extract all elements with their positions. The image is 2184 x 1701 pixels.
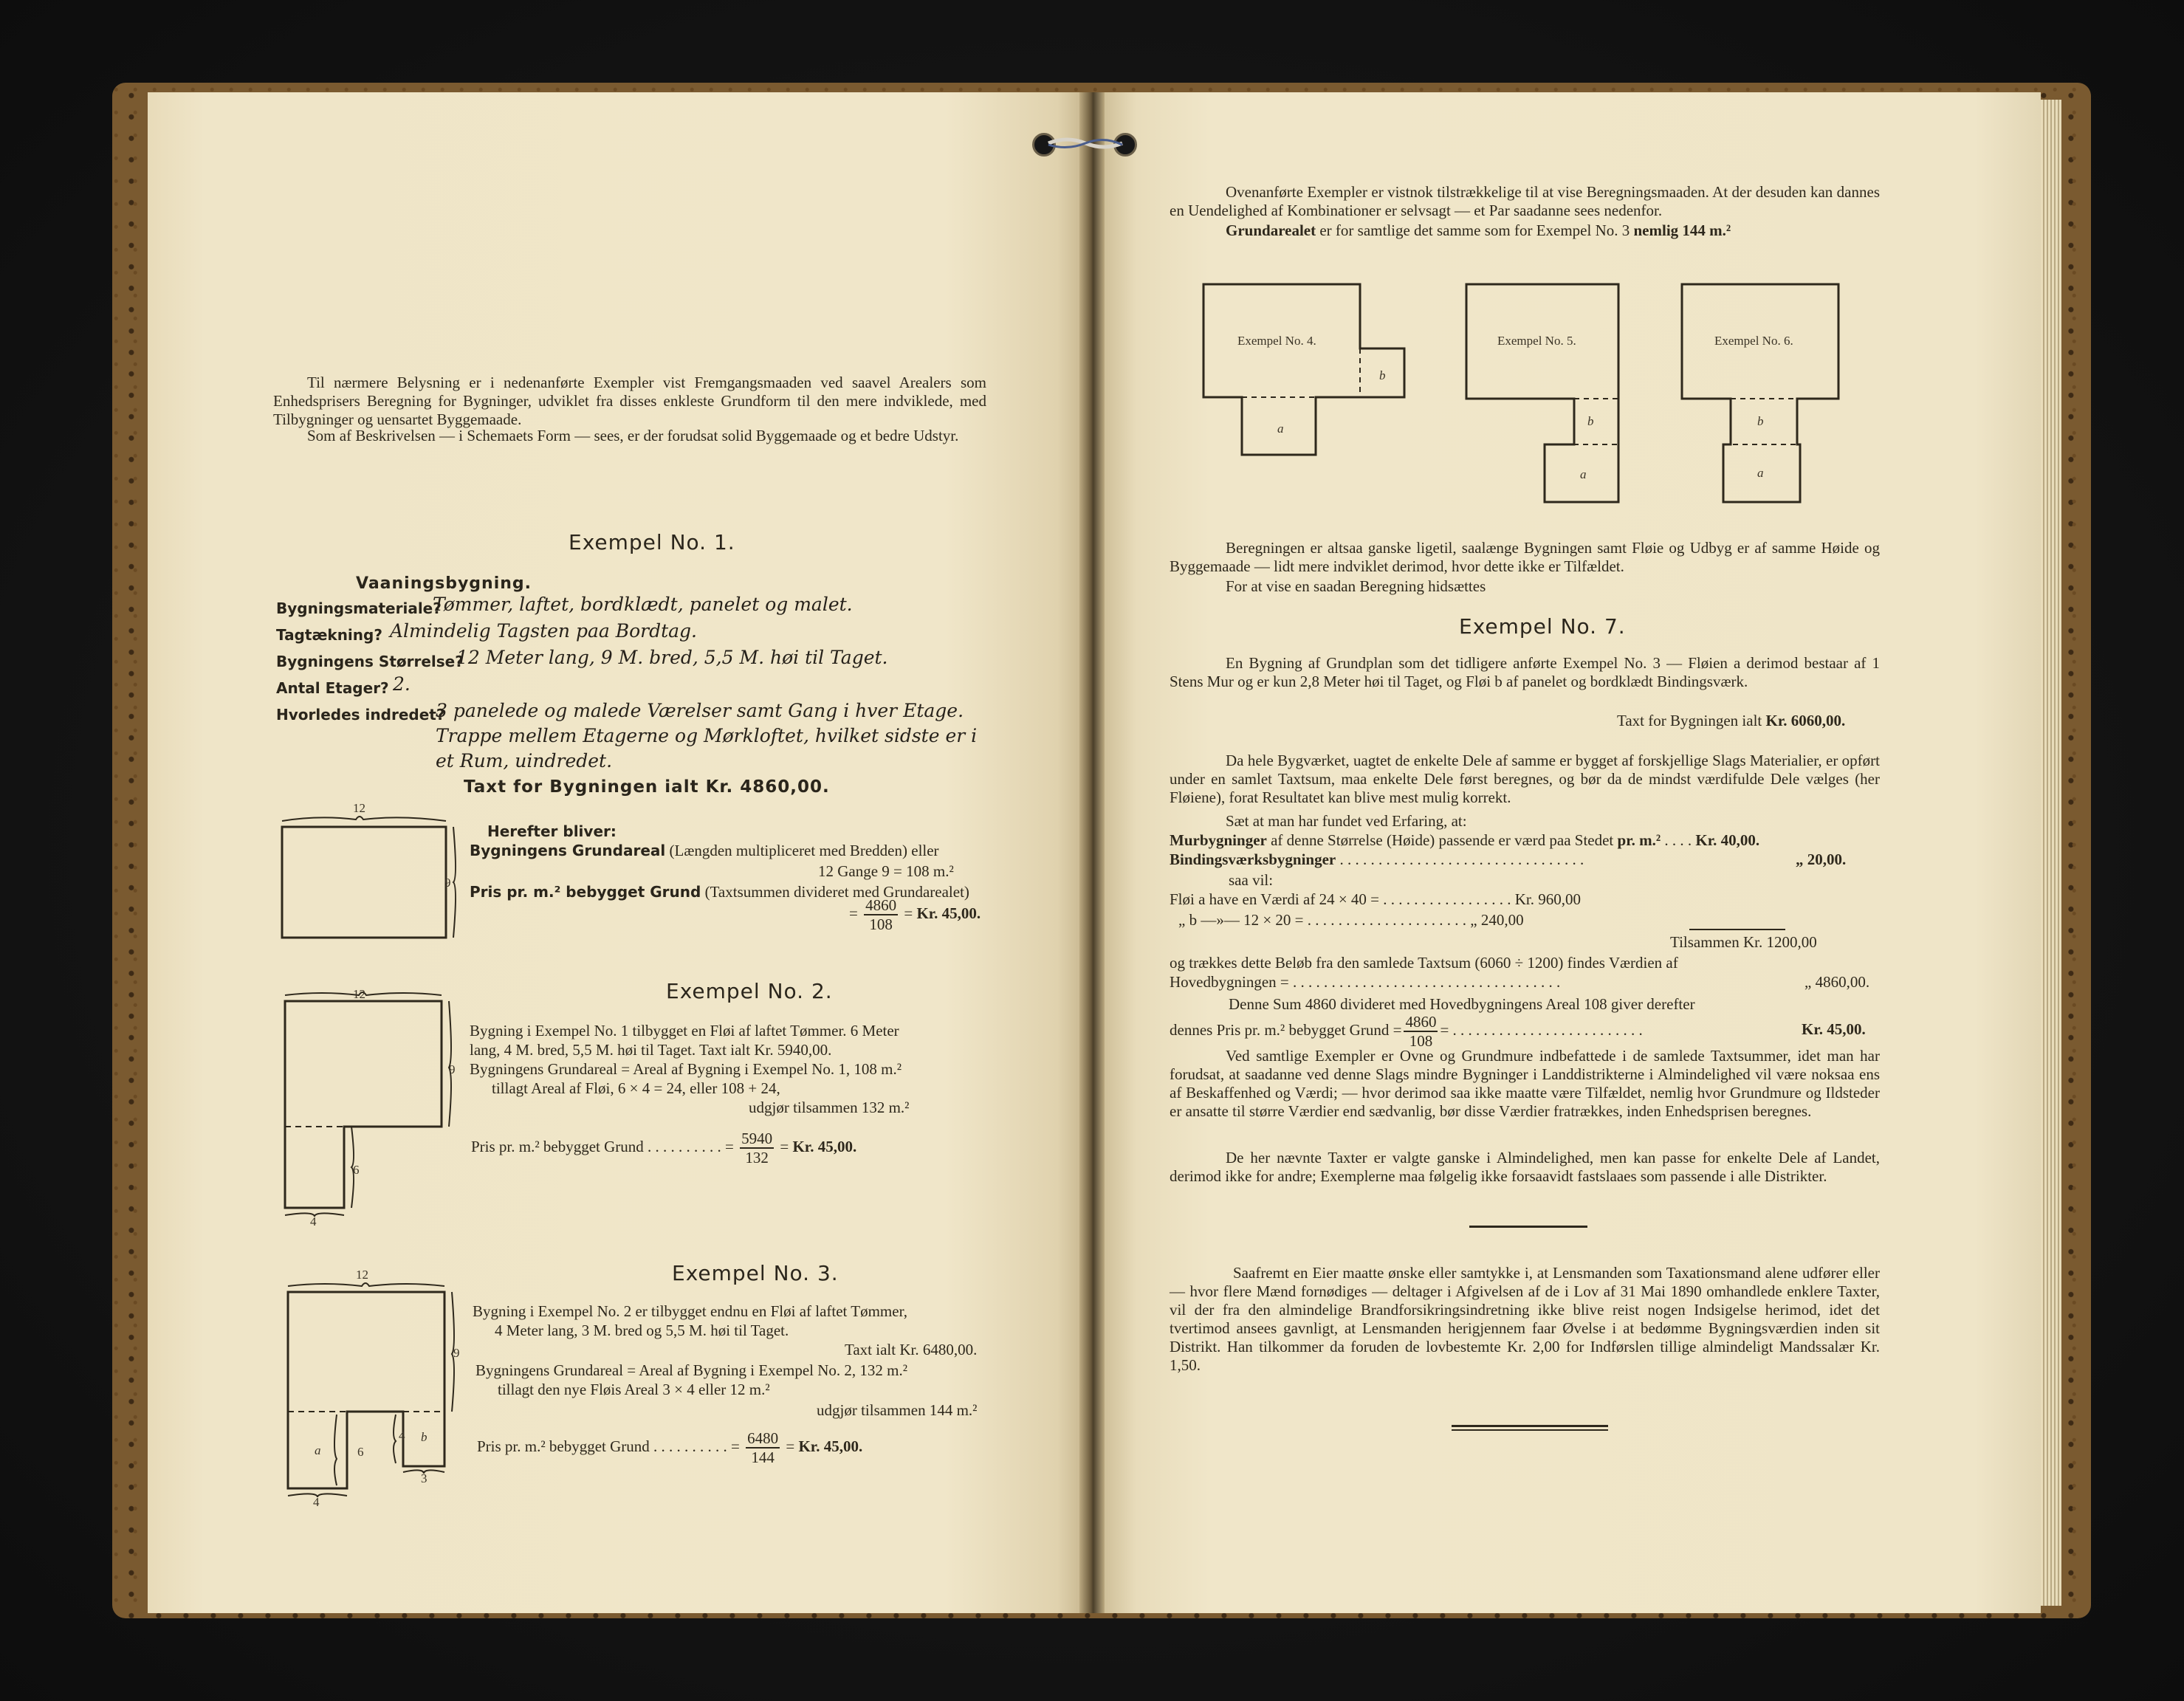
ex3-dim-top: 12	[356, 1268, 368, 1282]
grundarealet-text: er for samtlige det samme som for Exempel No. 3	[1319, 221, 1630, 239]
ex7-hovedbygning-row: Hovedbygningen = . . . . . . . . . . . . . . . . . . . . . . . . . . . . . . . . . . .	[1170, 973, 1561, 991]
ex3-dim-bottom-b: 3	[421, 1471, 427, 1485]
ex3-line-1: Bygning i Exempel No. 2 er tilbygget endnu en Fløi af laftet Tømmer,	[473, 1302, 907, 1320]
ex3-line-3: Taxt ialt Kr. 6480,00.	[845, 1341, 978, 1358]
ex2-line-4: tillagt Areal af Fløi, 6 × 4 = 24, eller 108 + 24,	[492, 1079, 780, 1097]
beregning-paragraph: Beregningen er altsaa ganske ligetil, saalænge Bygningen samt Fløie og Udbyg er af samme Høide og Byggemaade — lidt mere indviklet derimod, hvor dette ikke er Tilfældet.	[1170, 539, 1880, 575]
ex5-wing-a: a	[1580, 467, 1587, 481]
question-roofing: Tagtækning?	[276, 626, 382, 644]
ex4-wing-a: a	[1277, 422, 1284, 436]
ex2-line-3: Bygningens Grundareal = Areal af Bygning i Exempel No. 1, 108 m.²	[470, 1060, 902, 1078]
ex5-wing-b: b	[1587, 414, 1594, 428]
saafremt-paragraph: Saafremt en Eier maatte ønske eller samtykke i, at Lensmanden som Taxationsmand alene udfører eller — hvor flere Mænd fornødiges — deltager i Afgivelsen af de i Lov af 31 Mai 1890 omhandlede enklere Taxter, vil der fra den almindelige Brandforsikringsindretning ikke blive reist nogen Indsigelse herimod, idet det tvertimod ansees gavnligt, at Lensmanden herigjennem faar Øvelse i at bedømme Bygningsværdien inden sit Distrikt. Han tilkommer da foruden de lovbestemte Kr. 2,00 for Indførslen tillige almindeligt Mandssalær Kr. 1,50.	[1170, 1264, 1880, 1374]
ex7-division-line: Denne Sum 4860 divideret med Hovedbygningens Areal 108 giver derefter	[1229, 995, 1695, 1013]
answer-size: 12 Meter lang, 9 M. bred, 5,5 M. høi til Taget.	[456, 647, 888, 668]
question-material: Bygningsmateriale?	[276, 599, 442, 617]
binding-thread-icon	[1048, 136, 1122, 151]
left-intro-paragraph: Til nærmere Belysning er i nedenanførte Exempler vist Fremgangsmaaden ved saavel Arealers som Enhedsprisers Beregning for Bygninger, udviklet fra disses enkleste Grundform til den mere indviklede, med Tilbygninger og uensartet Byggemaade.	[273, 374, 986, 428]
example-2-title: Exempel No. 2.	[666, 979, 833, 1003]
ex2-numerator: 5940	[741, 1130, 773, 1147]
pris-text: (Taxtsummen divideret med Grundarealet)	[704, 883, 969, 901]
ex3-line-2: 4 Meter lang, 3 M. bred og 5,5 M. høi til Taget.	[495, 1322, 789, 1339]
vaaning-heading: Vaaningsbygning.	[356, 574, 532, 593]
ex6-wing-a: a	[1757, 466, 1764, 480]
question-floors: Antal Etager?	[276, 679, 389, 697]
question-size: Bygningens Størrelse?	[276, 653, 464, 670]
ex1-calculation: 12 Gange 9 = 108 m.²	[818, 862, 954, 880]
ex3-wing-b-label: b	[421, 1430, 427, 1444]
bind-label: Bindingsværksbygninger	[1170, 850, 1336, 868]
end-divider-2	[1452, 1429, 1608, 1431]
ex2-pris-label: Pris pr. m.² bebygget Grund . . . . . . . . . . =	[471, 1137, 734, 1155]
ex7-paragraph-3: Sæt at man har fundet ved Erfaring, at:	[1226, 812, 1467, 830]
beregning-intro: For at vise en saadan Beregning hidsættes	[1226, 577, 1486, 595]
ex3-line-6: udgjør tilsammen 144 m.²	[817, 1401, 978, 1419]
mur-unit: pr. m.²	[1617, 831, 1661, 849]
ex2-result: Kr. 45,00.	[792, 1137, 857, 1155]
floi-a-row: Fløi a have en Værdi af 24 × 40 = . . . . . . . . . . . . . . . . . Kr. 960,00	[1170, 890, 1582, 908]
ex5-label: Exempel No. 5.	[1497, 334, 1576, 348]
ex7-hovedbygning-value: „ 4860,00.	[1804, 973, 1870, 991]
grundarealet-label: Grundarealet	[1226, 221, 1316, 239]
ex6-label: Exempel No. 6.	[1714, 334, 1793, 348]
example-7-title: Exempel No. 7.	[1459, 614, 1626, 639]
left-intro-paragraph-2: Som af Beskrivelsen — i Schemaets Form — sees, er der forudsat solid Byggemaade og et bedre Udstyr.	[307, 427, 959, 444]
ex7-pris-label: dennes Pris pr. m.² bebygget Grund =	[1170, 1020, 1402, 1039]
mur-label: Murbygninger	[1170, 831, 1267, 849]
ex3-wing-a-label: a	[315, 1443, 321, 1457]
ex3-pris-label: Pris pr. m.² bebygget Grund . . . . . . . . . . =	[477, 1437, 740, 1455]
mur-dots: . . . .	[1664, 831, 1692, 849]
section-divider	[1469, 1226, 1587, 1228]
grundareal-label: Bygningens Grundareal	[470, 842, 666, 859]
ex7-pris-dots: = . . . . . . . . . . . . . . . . . . . . . . . . .	[1440, 1020, 1643, 1039]
ex2-pris-row: Pris pr. m.² bebygget Grund . . . . . . . . . . = $\frac{5940}{132}$ = Kr. 45,00.	[471, 1130, 857, 1166]
ex7-denominator: 108	[1409, 1032, 1433, 1050]
answer-layout-line-2: Trappe mellem Etagerne og Mørkloftet, hvilket sidste er i	[436, 725, 978, 746]
ex1-denominator: 108	[869, 915, 893, 933]
end-divider	[1452, 1425, 1608, 1427]
mur-text: af denne Størrelse (Høide) passende er værd paa Stedet	[1271, 831, 1614, 849]
book-gutter	[1079, 92, 1105, 1613]
tilsammen-row: Tilsammen Kr. 1200,00	[1670, 933, 1817, 951]
bind-dots: . . . . . . . . . . . . . . . . . . . . . . . . . . . . . . . .	[1339, 850, 1584, 868]
ex2-line-5: udgjør tilsammen 132 m.²	[749, 1099, 910, 1116]
bind-value: „ 20,00.	[1796, 850, 1847, 868]
floorplans-examples-4-6	[1196, 281, 1846, 509]
ex3-line-4: Bygningens Grundareal = Areal af Bygning i Exempel No. 2, 132 m.²	[475, 1361, 908, 1379]
ex4-label: Exempel No. 4.	[1237, 334, 1316, 348]
herefter-heading: Herefter bliver:	[487, 822, 617, 840]
grundarealet-value: nemlig 144 m.²	[1633, 221, 1731, 239]
answer-layout-line-1: 3 panelede og malede Værelser samt Gang i hver Etage.	[436, 700, 964, 721]
ex2-dim-wing: 6	[353, 1163, 360, 1177]
ex7-numerator: 4860	[1405, 1013, 1437, 1031]
page-edges	[2041, 100, 2061, 1606]
ex7-pris-value: Kr. 45,00.	[1802, 1020, 1866, 1038]
answer-layout-line-3: et Rum, uindredet.	[436, 750, 613, 772]
ex7-subtract-line: og trækkes dette Beløb fra den samlede Taxtsum (6060 ÷ 1200) findes Værdien af	[1170, 954, 1678, 972]
saa-vil: saa vil:	[1229, 871, 1274, 889]
floorplan-example-2	[278, 986, 462, 1223]
floi-b-row: „ b —»— 12 × 20 = . . . . . . . . . . . . . . . . . . . . . „ 240,00	[1178, 911, 1524, 929]
sum-rule	[1689, 929, 1785, 930]
ex6-wing-b: b	[1757, 414, 1764, 428]
answer-floors: 2.	[393, 673, 411, 695]
ex1-dim-side: 9	[444, 876, 451, 890]
ex1-result: Kr. 45,00.	[916, 904, 981, 922]
ex3-dim-side: 9	[453, 1346, 460, 1360]
ex4-wing-b: b	[1379, 368, 1386, 382]
example-1-taxt: Taxt for Bygningen ialt Kr. 4860,00.	[464, 777, 830, 797]
ex1-numerator: 4860	[865, 896, 897, 914]
ex3-numerator: 6480	[747, 1429, 779, 1447]
example-3-title: Exempel No. 3.	[672, 1261, 839, 1285]
floorplan-example-1	[275, 805, 459, 952]
mur-value: Kr. 40,00.	[1695, 831, 1760, 849]
ex7-taxt-value: Kr. 6060,00.	[1765, 712, 1846, 729]
floorplan-example-3	[281, 1267, 465, 1503]
ex3-dim-bottom-a: 4	[313, 1495, 320, 1509]
ex2-dim-top: 12	[353, 987, 365, 1001]
ex3-line-5: tillagt den nye Fløis Areal 3 × 4 eller 12 m.²	[498, 1381, 770, 1398]
answer-roofing: Almindelig Tagsten paa Bordtag.	[390, 620, 697, 642]
ex7-paragraph-5: De her nævnte Taxter er valgte ganske i Almindelighed, men kan passe for enkelte Dele af Landet, derimod ikke for andre; Exemplerne maa følgelig ikke forsaavidt fastslaaes som passende i alle Distrikter.	[1170, 1149, 1880, 1185]
example-1-title: Exempel No. 1.	[569, 530, 735, 554]
ex1-dim-top: 12	[353, 801, 365, 815]
right-intro-paragraph: Ovenanførte Exempler er vistnok tilstrækkelige til at vise Beregningsmaaden. At der desuden kan dannes en Uendelighed af Kombinationer er selvsagt — et Par saadanne sees nedenfor.	[1170, 183, 1880, 219]
answer-material: Tømmer, laftet, bordklædt, panelet og malet.	[433, 594, 853, 615]
grundareal-text: (Længden multipliceret med Bredden) eller	[669, 842, 939, 859]
ex2-line-2: lang, 4 M. bred, 5,5 M. høi til Taget. Taxt ialt Kr. 5940,00.	[470, 1041, 832, 1059]
pris-label: Pris pr. m.² bebygget Grund	[470, 883, 701, 901]
ex3-pris-row: Pris pr. m.² bebygget Grund . . . . . . . . . . = $\frac{6480}{144}$ = Kr. 45,00.	[477, 1429, 863, 1466]
ex3-result: Kr. 45,00.	[798, 1437, 863, 1455]
ex2-dim-bottom: 4	[310, 1214, 317, 1228]
ex7-taxt-label: Taxt for Bygningen ialt	[1617, 712, 1762, 729]
ex7-paragraph-4: Ved samtlige Exempler er Ovne og Grundmure indbefattede i de samlede Taxtsummer, idet man har forudsat, at saadanne ved denne Slags mindre Bygninger i Landdistrikterne i Almindelighed vil være noksaa ens af Beskaffenhed og Værdi; — hvor derimod saa ikke maatte være Tilfældet, nemlig hvor Grundmure og Ildsteder er ansatte til større Værdier end sædvanlig, bør disse Værdier fratrækkes, inden Enhedsprisen beregnes.	[1170, 1047, 1880, 1120]
ex3-dim-b: 4	[399, 1429, 405, 1443]
ex3-denominator: 144	[751, 1449, 775, 1466]
question-layout: Hvorledes indredet?	[276, 706, 445, 724]
ex2-denominator: 132	[745, 1149, 769, 1166]
ex7-paragraph-1: En Bygning af Grundplan som det tidligere anførte Exempel No. 3 — Fløien a derimod bestaar af 1 Stens Mur og er kun 2,8 Meter høi til Taget, og Fløi b af panelet og bordklædt Bindingsværk.	[1170, 654, 1880, 690]
ex3-dim-a: 6	[357, 1445, 364, 1459]
ex2-dim-side: 9	[449, 1062, 456, 1076]
ex7-paragraph-2: Da hele Bygværket, uagtet de enkelte Dele af samme er bygget af forskjellige Slags Materialier, er opført under en samlet Taxtsum, maa enkelte Dele først beregnes, og bør da de mindst værdifulde Dele vælges (her Fløiene), forat Resultatet kan blive mest mulig korrekt.	[1170, 752, 1880, 806]
ex2-line-1: Bygning i Exempel No. 1 tilbygget en Fløi af laftet Tømmer. 6 Meter	[470, 1022, 899, 1040]
